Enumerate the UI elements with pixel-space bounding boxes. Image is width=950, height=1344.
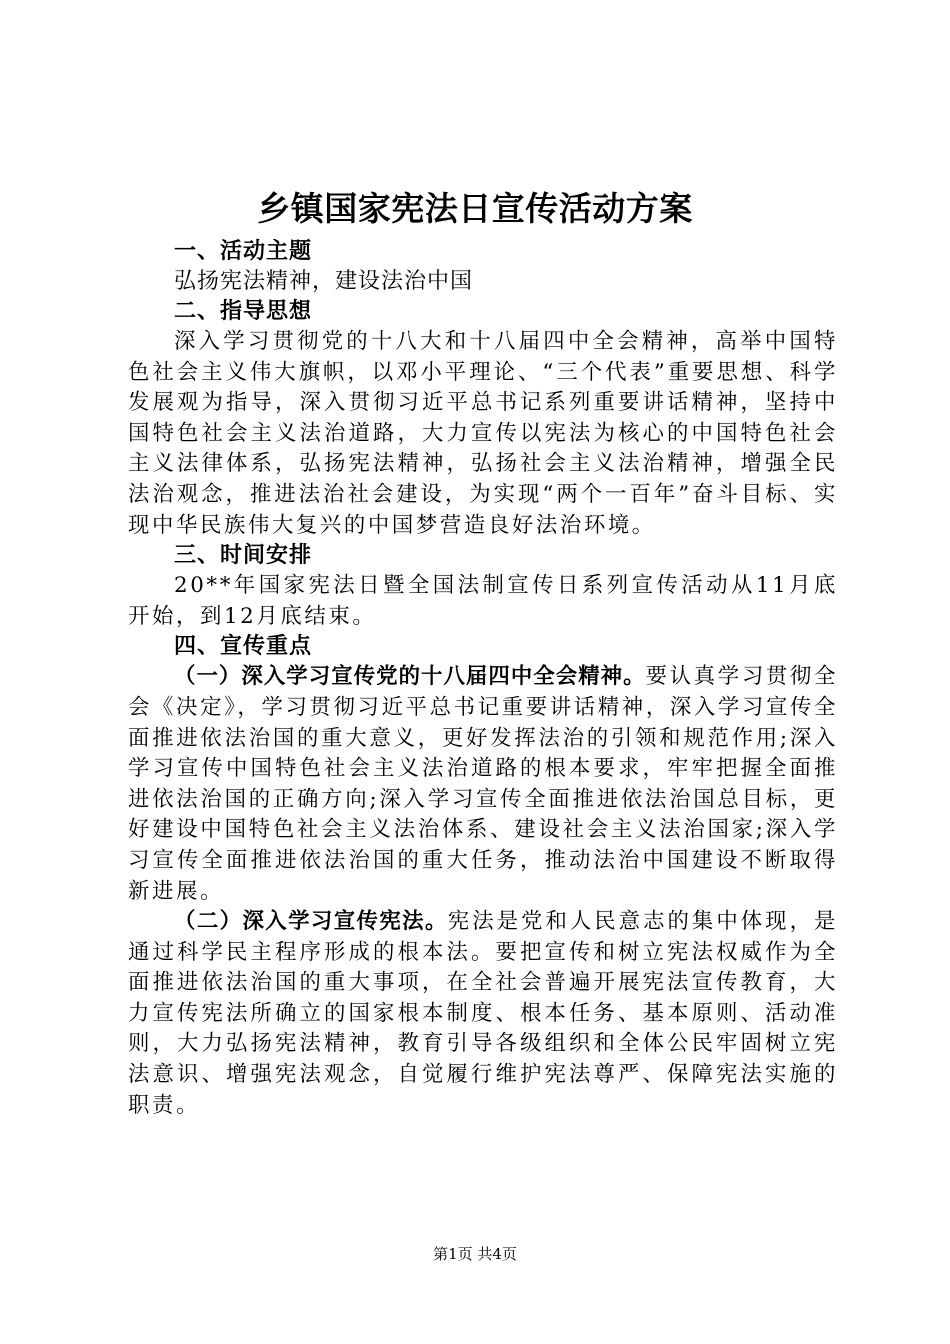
focus-item-1-lead: （一）深入学习宣传党的十八届四中全会精神。 <box>174 664 646 690</box>
section-heading-theme: 一、活动主题 <box>174 239 313 264</box>
focus-item-1 <box>128 662 838 907</box>
focus-item-2-lead: （二）深入学习宣传宪法。 <box>174 909 448 935</box>
focus-item-2-text: 宪法是党和人民意志的集中体现，是通过科学民主程序形成的根本法。要把宣传和树立宪法权威作为全面推进依法治国的重大事项，在全社会普遍开展宪法宣传教育，大力宣传宪法所确立的国家根本制度、根本任务、基本原则、活动准则，大力弘扬宪法精神，教育引导各级组织和全体公民牢固树立宪法意识、增强宪法观念，自觉履行维护宪法尊严、保障宪法实施的职责。 <box>128 909 838 1118</box>
section-heading-focus: 四、宣传重点 <box>174 634 313 660</box>
page-footer: 第1页 共4页 <box>433 1245 517 1263</box>
section-text-schedule: 20**年国家宪法日暨全国法制宣传日系列宣传活动从11月底开始，到12月底结束。 <box>128 573 838 629</box>
document-title: 乡镇国家宪法日宣传活动方案 <box>257 189 693 228</box>
section-text-guiding-thought: 深入学习贯彻党的十八大和十八届四中全会精神，高举中国特色社会主义伟大旗帜，以邓小平理论、“三个代表”重要思想、科学发展观为指导，深入贯彻习近平总书记系列重要讲话精神，坚持中国特色社会主义法治道路，大力宣传以宪法为核心的中国特色社会主义法律体系，弘扬宪法精神，弘扬社会主义法治精神，增强全民法治观念，推进法治社会建设，为实现“两个一百年”奋斗目标、实现中华民族伟大复兴的中国梦营造良好法治环境。 <box>128 329 838 538</box>
focus-item-2 <box>128 907 838 1121</box>
section-heading-schedule: 三、时间安排 <box>174 543 313 569</box>
section-heading-guiding-thought: 二、指导思想 <box>174 299 313 324</box>
focus-item-1-text: 要认真学习贯彻全会《决定》，学习贯彻习近平总书记重要讲话精神，深入学习宣传全面推进依法治国的重大意义，更好发挥法治的引领和规范作用;深入学习宣传中国特色社会主义法治道路的根本要求，牢牢把握全面推进依法治国的正确方向;深入学习宣传全面推进依法治国总目标，更好建设中国特色社会主义法治体系、建设社会主义法治国家;深入学习宣传全面推进依法治国的重大任务，推动法治中国建设不断取得新进展。 <box>128 664 838 904</box>
document-body <box>128 237 838 1121</box>
section-text-theme: 弘扬宪法精神，建设法治中国 <box>174 269 474 294</box>
